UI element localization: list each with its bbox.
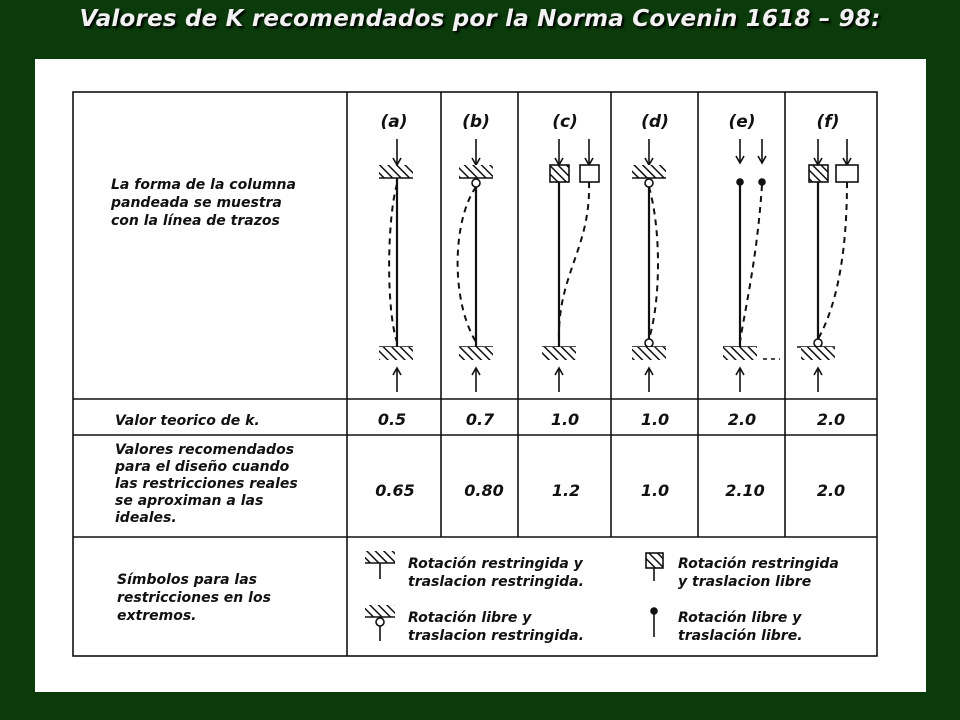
theoretical-k-b: 0.7 <box>465 410 495 429</box>
row-label-recommended-line: para el diseño cuando <box>115 459 290 475</box>
legend-pin-fixed-line: Rotación libre y <box>408 610 532 626</box>
pin-circle <box>472 179 480 187</box>
column-header-a: (a) <box>380 112 408 132</box>
recommended-k-d: 1.0 <box>640 481 670 500</box>
row-label-recommended-line: las restricciones reales <box>115 476 298 492</box>
k-values-table <box>35 59 926 692</box>
fixed-sway-symbol <box>646 553 663 581</box>
column-header-b: (b) <box>462 112 490 132</box>
theoretical-k-d: 1.0 <box>640 410 670 429</box>
recommended-k-a: 0.65 <box>375 481 415 500</box>
theoretical-k-c: 1.0 <box>550 410 580 429</box>
diagram-a-fixed-fixed <box>379 139 413 392</box>
legend-free-free-line: Rotación libre y <box>678 610 802 626</box>
row-label-shape-line: con la línea de trazos <box>111 213 280 229</box>
legend-fixed-sway-line: Rotación restringida <box>678 556 839 572</box>
theoretical-k-f: 2.0 <box>816 410 846 429</box>
buckling-diagrams <box>379 139 858 392</box>
legend-fixed-sway-line: y traslacion libre <box>678 574 812 590</box>
recommended-k-c: 1.2 <box>551 481 581 500</box>
fixed-support-hatch <box>379 165 413 178</box>
column-header-f: (f) <box>816 112 840 132</box>
legend-fixed-fixed-line: traslacion restringida. <box>408 574 584 590</box>
row-label-recommended-line: Valores recomendados <box>115 442 295 458</box>
row-label-shape-line: La forma de la columna <box>111 177 296 193</box>
row-label-recommended <box>114 442 298 526</box>
column-headers <box>380 112 839 132</box>
column-header-c: (c) <box>552 112 578 132</box>
diagram-c-sway-fixed <box>542 139 599 392</box>
displaced-box <box>580 165 599 182</box>
recommended-k-f: 2.0 <box>816 481 846 500</box>
row-label-symbols-line: Símbolos para las <box>117 572 258 588</box>
row-label-recommended-line: se aproximan a las <box>115 493 264 509</box>
row-label-shape <box>110 177 296 229</box>
recommended-k-e: 2.10 <box>725 481 765 500</box>
legend-fixed-fixed-line: Rotación restringida y <box>408 556 583 572</box>
scanned-table-sheet <box>35 59 926 692</box>
slide-title: Valores de K recomendados por la Norma Covenin 1618 – 98: <box>79 6 881 32</box>
symbols-legend <box>365 551 839 644</box>
diagram-b-pin-fixed <box>458 139 493 392</box>
fixed-fixed-symbol <box>365 551 395 579</box>
column-header-d: (d) <box>641 112 669 132</box>
legend-free-free-line: traslación libre. <box>678 628 803 644</box>
legend-pin-fixed-line: traslacion restringida. <box>408 628 584 644</box>
diagram-e-cantilever <box>723 139 780 392</box>
row-label-theoretical: Valor teorico de k. <box>115 413 260 429</box>
column-header-e: (e) <box>728 112 756 132</box>
diagram-f-sway-pin <box>797 139 858 392</box>
row-label-shape-line: pandeada se muestra <box>111 195 282 211</box>
recommended-k-b: 0.80 <box>464 481 504 500</box>
fixed-sway-box <box>550 165 569 182</box>
free-free-symbol <box>651 608 657 637</box>
row-label-symbols-line: restricciones en los <box>117 590 271 606</box>
theoretical-k-a: 0.5 <box>377 410 407 429</box>
theoretical-k-e: 2.0 <box>727 410 757 429</box>
pin-fixed-symbol <box>365 605 395 641</box>
row-label-recommended-line: ideales. <box>115 510 177 526</box>
row-label-symbols-line: extremos. <box>117 608 197 624</box>
diagram-d-pin-pin <box>632 139 666 392</box>
row-label-symbols <box>117 572 271 624</box>
